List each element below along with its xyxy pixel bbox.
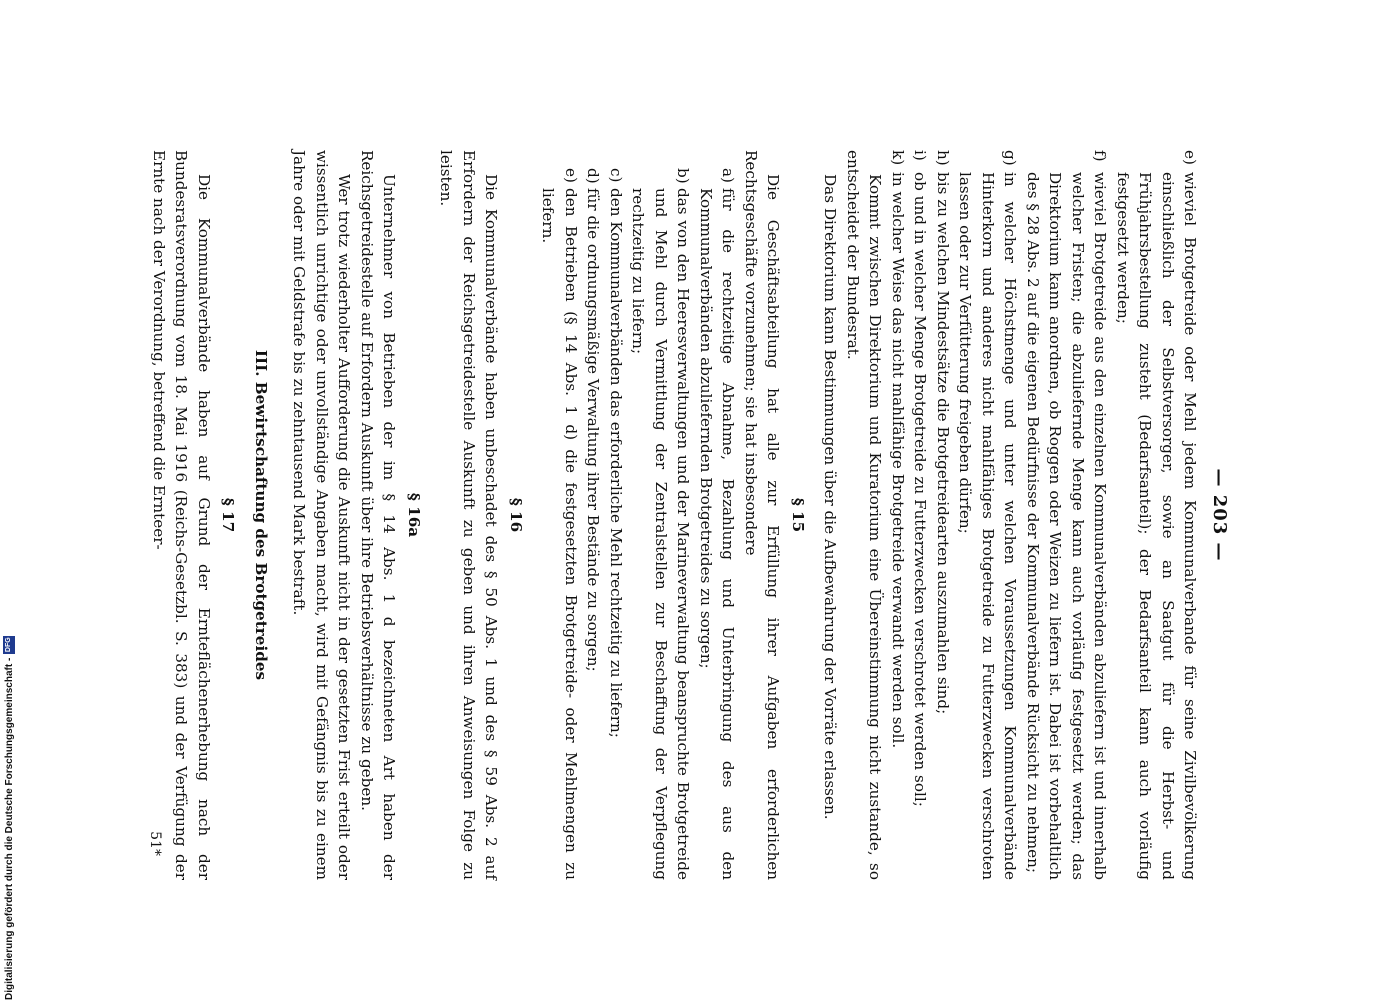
item-mark: e) <box>1181 150 1200 165</box>
item-mark: k) <box>889 150 907 166</box>
item-mark: d) <box>584 168 603 184</box>
list-item <box>695 168 740 880</box>
item-mark: e) <box>562 168 580 183</box>
item-text: ob und in welcher Menge Brotgetreide zu Futterzwecken verschrotet werden soll; <box>911 172 930 807</box>
item-mark: h) <box>934 150 952 166</box>
item-text: wieviel Brotgetreide aus den einzelnen Kommunalverbänden abzuliefern ist und innerhalb welcher Fristen; die abzuliefernde Menge kann auch vorläufig festgesetzt werden; das Direktorium kann anordnen, ob Roggen oder Weizen zu liefern ist. Dabei ist vorbehaltlich des § 28 Abs. 2 auf die eigenen Bedürfnisse der Kommunalverbände Rücksicht zu nehmen; <box>1024 172 1110 880</box>
paragraph: Die Kommunalverbände haben auf Grund der Ernteflächenerhebung nach der Bundesratsverordnung vom 18. Mai 1916 (Reichs-Gesetzbl. S. 383) und der Verfügung der Ernte nach der Verordnung, betreffend die Ernteer- <box>150 150 213 880</box>
list-item <box>932 150 955 880</box>
page-number: — 203 — <box>1209 468 1230 562</box>
list-item <box>1022 150 1112 880</box>
item-text: bis zu welchen Mindestsätze die Brotgetreidearten auszumahlen sind; <box>934 172 952 715</box>
item-mark: g) <box>1001 150 1020 166</box>
item-text: für die rechtzeitige Abnahme, Bezahlung und Unterbringung des aus den Kommunalverbänden abzuliefernden Brotgetreides zu sorgen; <box>697 188 738 880</box>
list-item <box>909 150 932 880</box>
list-top <box>887 150 1202 880</box>
dfg-logo-icon: DFG <box>3 636 15 654</box>
section-heading: § 15 <box>789 497 807 533</box>
list-item <box>954 150 1022 880</box>
list-item <box>605 168 628 880</box>
paragraph: Kommt zwischen Direktorium und Kuratorium eine Übereinstimmung nicht zustande, so entscheidet der Bundesrat. <box>844 150 885 880</box>
list-item <box>537 168 582 880</box>
item-text: wieviel Brotgetreide oder Mehl jedem Kommunalverbande für seine Zivilbevölkerung einschließlich der Selbstversorger, sowie an Saatgut für die Herbst- und Frühjahrsbestellung zusteht (Bedarfsanteil); der Bedarfsanteil kann auch vorläufig festgesetzt werden; <box>1114 172 1200 880</box>
paragraph: Die Kommunalverbände haben unbeschadet des § 50 Abs. 1 und des § 59 Abs. 2 auf Erfordern der Reichsgetreidestelle Auskunft zu geben und ihren Anweisungen Folge zu leisten. <box>437 150 501 880</box>
item-mark: i) <box>911 150 930 161</box>
item-mark: f) <box>1091 150 1110 162</box>
item-mark: c) <box>607 168 625 183</box>
item-text: den Kommunalverbänden das erforderliche Mehl rechtzeitig zu liefern; <box>607 188 625 738</box>
list-item <box>627 168 695 880</box>
list-15 <box>537 150 740 880</box>
item-text: das von den Heeresverwaltungen und der Marineverwaltung beanspruchte Brotgetreide und Mehl durch Vermittlung der Zentralstellen zur Beschaffung der Verpflegung rechtzeitig zu liefern; <box>629 188 693 880</box>
item-mark: b) <box>674 168 693 184</box>
list-item <box>1112 150 1202 880</box>
list-item <box>582 168 605 880</box>
chapter-heading: III. Bewirtschaftung des Brotgetreides <box>252 349 270 681</box>
credit-text: Digitalisierung gefördert durch die Deutsche Forschungsgemeinschaft - <box>3 657 15 1000</box>
section-heading: § 17 <box>219 497 238 533</box>
paragraph: Wer trotz wiederholter Aufforderung die Auskunft nicht in der gesetzten Frist erteilt oder wissentlich unrichtige oder unvollständige Angaben macht, wird mit Gefängnis bis zu einem Jahre oder mit Geldstrafe bis zu zehntausend Mark bestraft. <box>290 150 354 880</box>
document-page <box>140 150 1230 880</box>
item-text: in welcher Weise das nicht mahlfähige Brotgetreide verwandt werden soll. <box>889 172 907 749</box>
side-credit <box>2 0 16 1000</box>
item-mark: a) <box>719 168 738 183</box>
paragraph: Die Geschäftsabteilung hat alle zur Erfüllung ihrer Aufgaben erforderlichen Rechtsgeschäfte vorzunehmen; sie hat insbesondere <box>742 150 783 880</box>
list-item <box>887 150 910 880</box>
signature-mark: 51* <box>147 831 164 856</box>
item-text: in welcher Höchstmenge und unter welchen Voraussetzungen Kommunalverbände Hinterkorn und anderes nicht mahlfähiges Brotgetreide zu Futterzwecken verschroten lassen oder zur Verfütterung freigeben dürfen; <box>956 172 1020 880</box>
item-text: den Betrieben (§ 14 Abs. 1 d) die festgesetzten Brotgetreide- oder Mehlmengen zu liefern. <box>539 188 580 880</box>
paragraph: Unternehmer von Betrieben der im § 14 Abs. 1 d bezeichneten Art haben der Reichsgetreidestelle auf Erfordern Auskunft über ihre Betriebsverhältnisse zu geben. <box>358 150 399 880</box>
paragraph: Das Direktorium kann Bestimmungen über die Aufbewahrung der Vorräte erlassen. <box>821 174 840 820</box>
section-heading: § 16 <box>507 497 525 533</box>
section-heading: § 16a <box>405 492 423 538</box>
item-text: für die ordnungsmäßige Verwaltung ihrer Bestände zu sorgen; <box>584 188 603 672</box>
